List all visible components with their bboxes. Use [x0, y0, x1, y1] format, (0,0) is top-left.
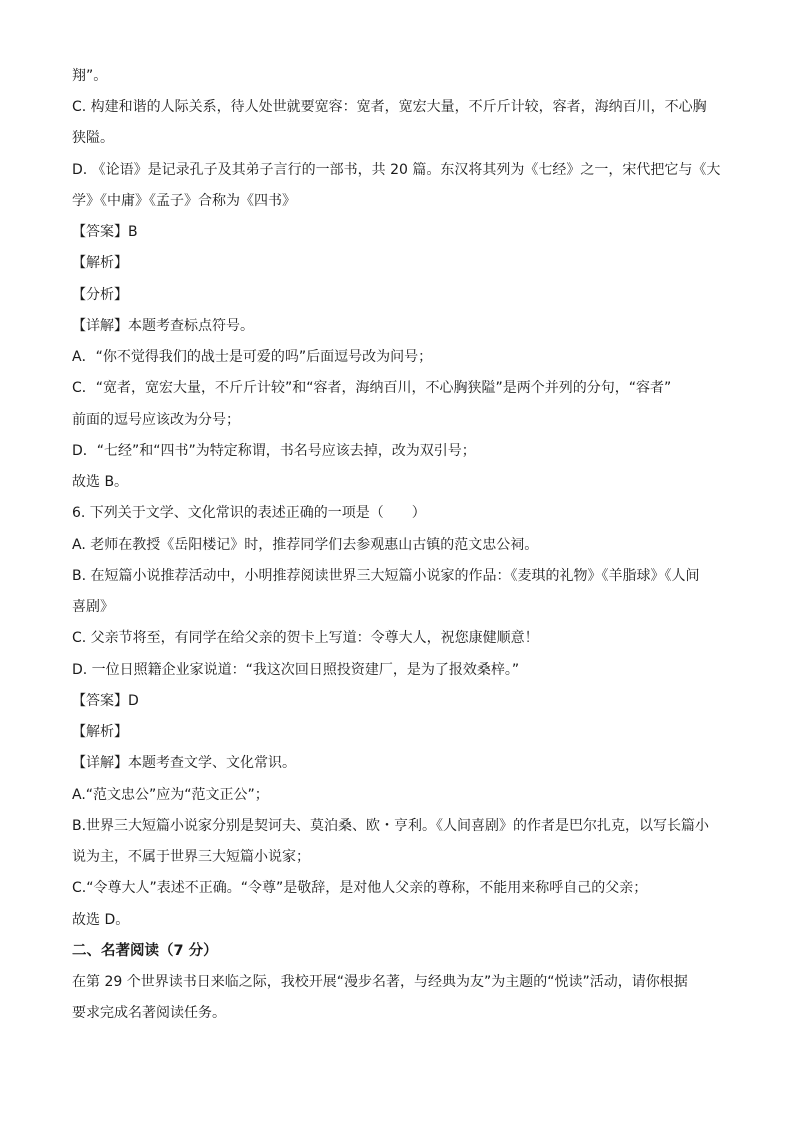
explanation-a: A．“你不觉得我们的战士是可爱的吗”后面逗号改为问号；	[72, 349, 433, 365]
explanation-d: D．“七经”和“四书”为特定称谓，书名号应该去掉，改为双引号；	[72, 443, 476, 459]
section-intro: 在第 29 个世界读书日来临之际，我校开展“漫步名著，与经典为友”为主题的“悦读”活动，请你根据	[72, 974, 688, 990]
question-6-option-b: B. 在短篇小说推荐活动中，小明推荐阅读世界三大短篇小说家的作品：《麦琪的礼物》《羊脂球》《人间	[72, 568, 700, 584]
explanation-b: B.世界三大短篇小说家分别是契诃夫、莫泊桑、欧・亨利。《人间喜剧》的作者是巴尔扎克，以写长篇小	[72, 818, 710, 834]
answer-label: 【答案】B	[72, 224, 138, 240]
option-d-line: D. 《论语》是记录孔子及其弟子言行的一部书，共 20 篇。东汉将其列为《七经》之一，宋代把它与《大	[72, 162, 721, 178]
question-6-stem: 6. 下列关于文学、文化常识的表述正确的一项是（ ）	[72, 505, 426, 521]
analysis-sub-label: 【分析】	[72, 287, 128, 303]
choice-line: 故选 D。	[72, 912, 130, 928]
question-6-option-d: D. 一位日照籍企业家说道：“我这次回日照投资建厂，是为了报效桑梓。”	[72, 662, 520, 678]
explanation-c: C.“令尊大人”表述不正确。“令尊”是敬辞，是对他人父亲的尊称，不能用来称呼自己的父亲；	[72, 880, 648, 896]
option-c-line: C. 构建和谐的人际关系，待人处世就要宽容：宽者，宽宏大量，不斤斤计较，容者，海纳百川，不心胸	[72, 99, 707, 115]
explanation-c: C．“宽者，宽宏大量，不斤斤计较”和“容者，海纳百川，不心胸狭隘”是两个并列的分句，“容者”	[72, 380, 672, 396]
choice-line: 故选 B。	[72, 474, 129, 490]
question-6-option-a: A. 老师在教授《岳阳楼记》时，推荐同学们去参观惠山古镇的范文忠公祠。	[72, 537, 539, 553]
explanation-a: A.“范文忠公”应为“范文正公”；	[72, 787, 269, 803]
analysis-label: 【解析】	[72, 255, 128, 271]
text-line: 学》《中庸》《孟子》合称为《四书》	[72, 193, 296, 209]
question-6-option-c: C. 父亲节将至，有同学在给父亲的贺卡上写道：令尊大人，祝您康健顺意！	[72, 630, 539, 646]
text-line: 翔”。	[72, 68, 108, 84]
detail-label: 【详解】本题考查标点符号。	[72, 318, 254, 334]
text-line: 前面的逗号应该改为分号；	[72, 412, 240, 428]
section-heading: 二、名著阅读（7 分）	[72, 943, 218, 959]
analysis-label: 【解析】	[72, 724, 128, 740]
text-line: 喜剧》	[72, 599, 114, 615]
text-line: 说为主，不属于世界三大短篇小说家；	[72, 849, 310, 865]
text-line: 狭隘。	[72, 130, 114, 146]
answer-label: 【答案】D	[72, 693, 139, 709]
detail-label: 【详解】本题考查文学、文化常识。	[72, 755, 296, 771]
text-line: 要求完成名著阅读任务。	[72, 1005, 226, 1021]
